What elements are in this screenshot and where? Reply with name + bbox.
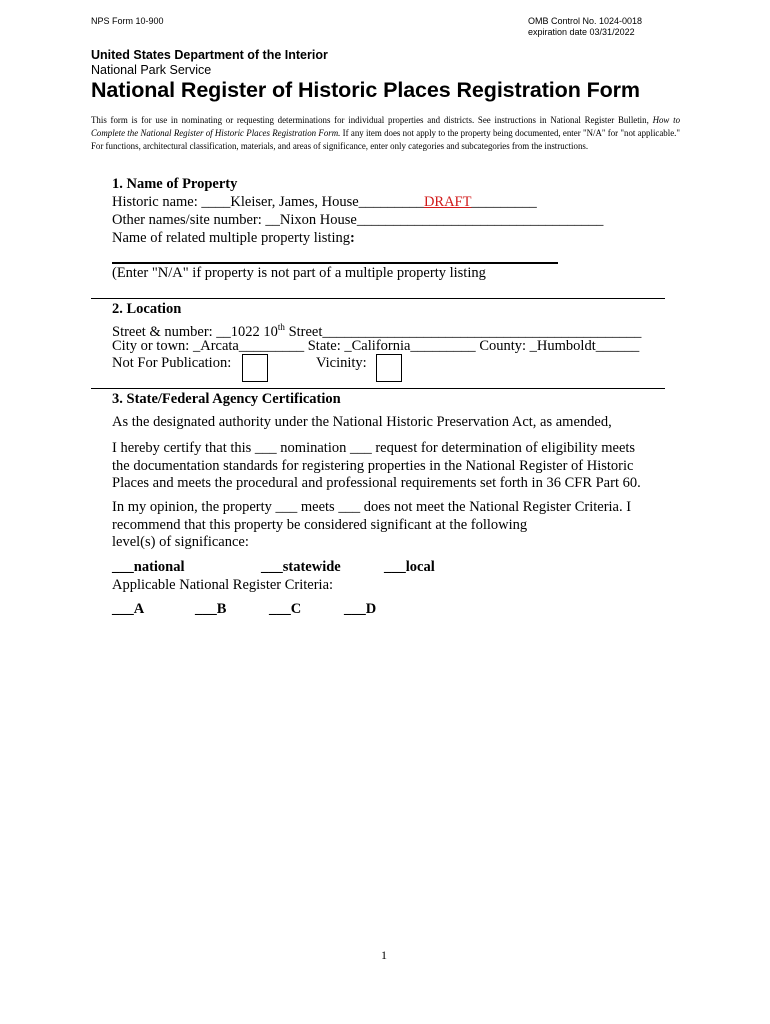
street-label: Street & number: (112, 323, 217, 340)
state-field[interactable]: _California_________ (344, 338, 476, 354)
intro-part1: This form is for use in nominating or requesting determinations for individual properties and districts. See instructions in National Register Bulletin, (91, 115, 653, 125)
criterion-d[interactable]: ___D (344, 601, 377, 617)
related-listing-field[interactable] (112, 262, 558, 264)
level-national[interactable]: ___national (112, 559, 185, 575)
form-number: NPS Form 10-900 (91, 16, 164, 26)
department-name: United States Department of the Interior (91, 48, 328, 62)
draft-mark: DRAFT (423, 194, 472, 210)
section-divider-1 (91, 298, 665, 299)
criterion-c[interactable]: ___C (269, 601, 302, 617)
section3-heading: 3. State/Federal Agency Certification (112, 391, 341, 407)
na-note: (Enter "N/A" if property is not part of a multiple property listing (112, 265, 486, 281)
historic-name-field[interactable]: ____Kleiser, James, House_________ (201, 194, 424, 210)
street-field[interactable]: __1022 10th Street____________________________________________ (216, 322, 642, 340)
city-state-county-row (112, 338, 639, 356)
criteria-label: Applicable National Register Criteria: (112, 577, 334, 593)
intro-part2: If any item does not apply to the property being documented, enter "N/A" for "not applicable." For functions, architectural classification, materials, and areas of significance, enter only categories and subcategories from the instructions. (91, 128, 680, 151)
other-names-label: Other names/site number: (112, 212, 266, 228)
city-label: City or town: (112, 338, 193, 354)
criterion-a[interactable]: ___A (112, 601, 145, 617)
expiration-date: expiration date 03/31/2022 (528, 27, 635, 37)
related-listing-label: Name of related multiple property listing (112, 230, 350, 246)
page-number: 1 (381, 948, 387, 962)
certification-paragraph: I hereby certify that this ___ nomination ___ request for determination of eligibility meets the documentation standards for registering properties in the National Register of Historic Places and meets the procedural and professional requirements set forth in 36 CFR Part 60. (112, 440, 641, 491)
level-local[interactable]: ___local (384, 559, 435, 575)
state-label: State: (304, 338, 345, 354)
level-statewide[interactable]: ___statewide (261, 559, 341, 575)
not-for-publication-checkbox[interactable] (242, 354, 268, 382)
section1-heading: 1. Name of Property (112, 176, 238, 192)
section-divider-2 (91, 388, 665, 389)
page-title: National Register of Historic Places Registration Form (91, 78, 640, 102)
intro-paragraph (91, 114, 680, 153)
omb-info (528, 16, 642, 38)
related-listing-colon: : (349, 230, 355, 246)
county-label: County: (475, 338, 530, 354)
other-names-row (112, 212, 603, 230)
historic-name-label: Historic name: (112, 194, 202, 210)
historic-name-trailing: _________ (471, 194, 537, 210)
not-for-publication-label: Not For Publication: (112, 355, 232, 371)
opinion-paragraph: In my opinion, the property ___ meets ___ does not meet the National Register Criteria. I recommend that this property be considered significant at the following level(s) of significance: (112, 499, 632, 550)
county-field[interactable]: _Humboldt______ (529, 338, 640, 354)
vicinity-label: Vicinity: (316, 355, 367, 371)
criterion-b[interactable]: ___B (195, 601, 227, 617)
omb-control-number: OMB Control No. 1024-0018 (528, 16, 643, 26)
vicinity-checkbox[interactable] (376, 354, 402, 382)
bulletin-title: How to Complete the National Register of Historic Places Registration Form. (91, 115, 681, 138)
historic-name-row (112, 194, 537, 212)
other-names-field[interactable]: __Nixon House__________________________________ (265, 212, 604, 228)
service-name: National Park Service (91, 63, 212, 77)
city-field[interactable]: _Arcata_________ (192, 338, 305, 354)
section2-heading: 2. Location (112, 301, 182, 317)
agency-block (91, 48, 328, 78)
related-listing-row (112, 230, 355, 248)
certification-authority: As the designated authority under the National Historic Preservation Act, as amended, (112, 414, 612, 430)
